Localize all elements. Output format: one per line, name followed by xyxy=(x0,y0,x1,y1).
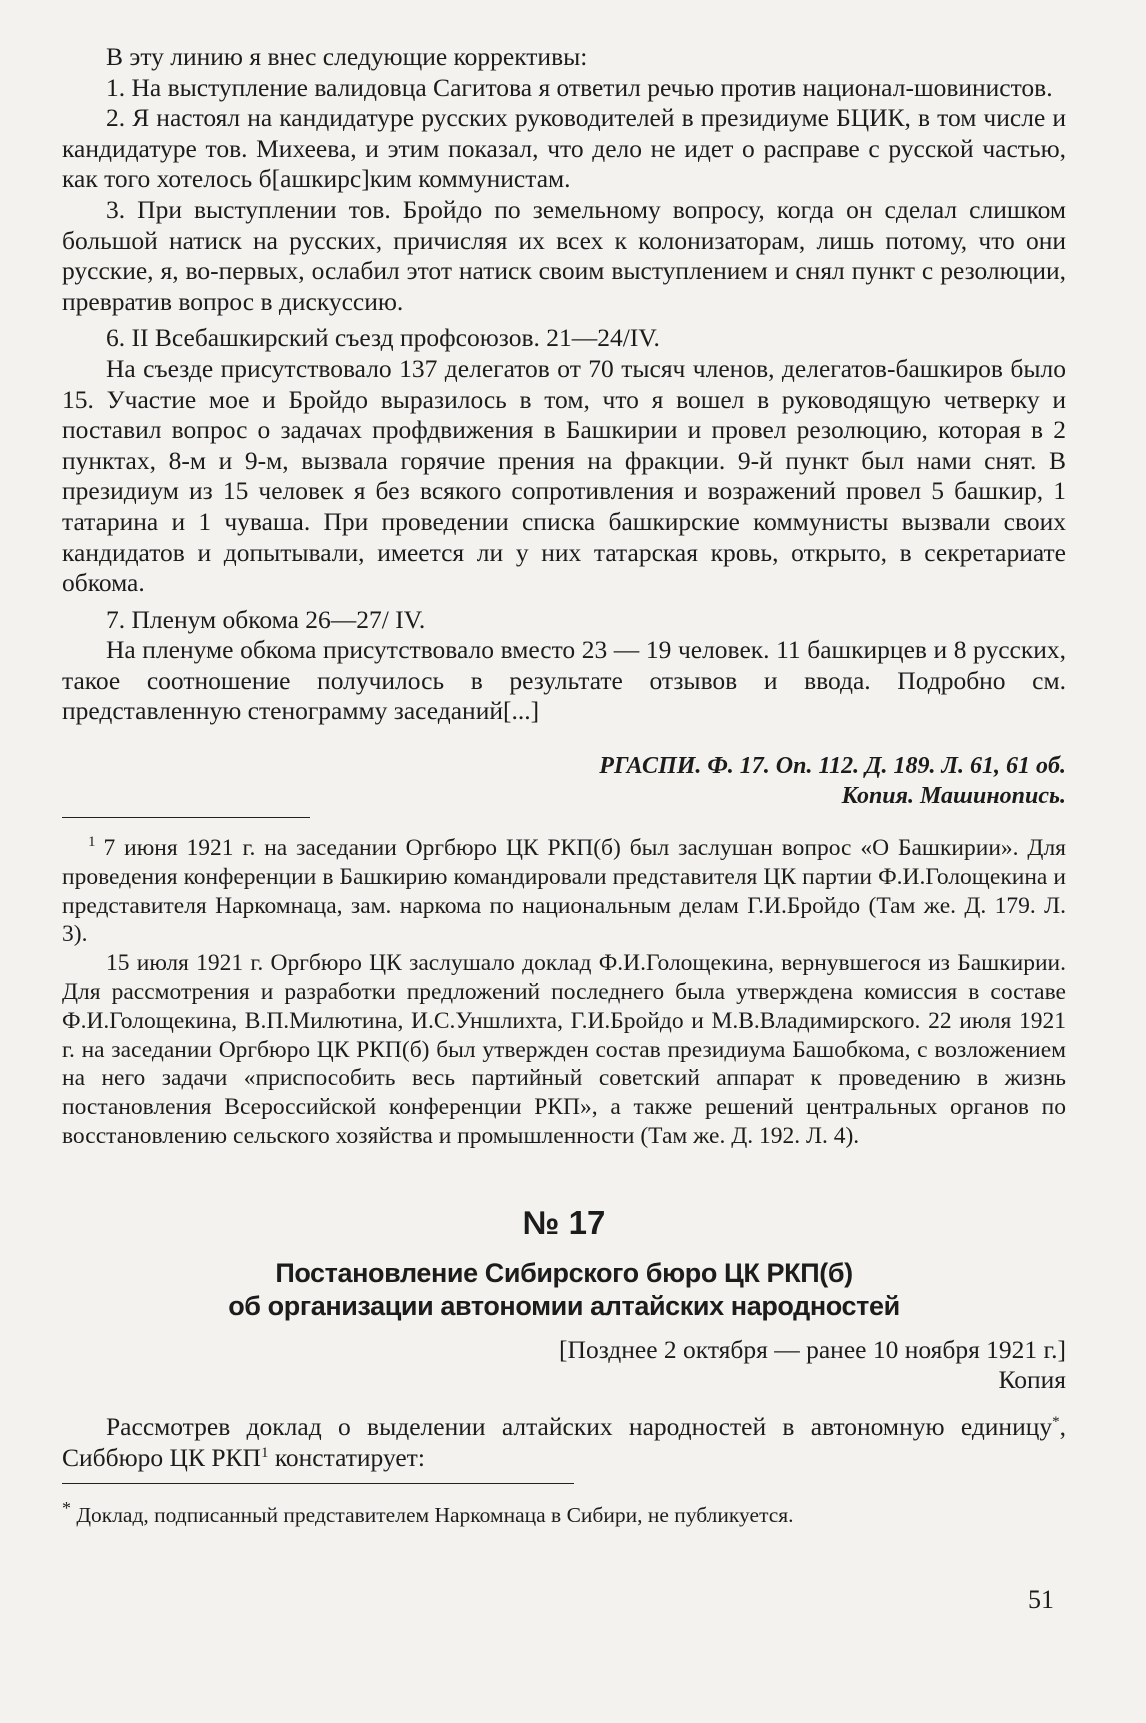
source-archive: РГАСПИ. Ф. 17. Оп. 112. Д. 189. Л. 61, 61 об. xyxy=(599,753,1066,780)
document-page xyxy=(62,42,1066,1529)
correction-2: 2. Я настоял на кандидатуре русских руководителей в президиуме БЦИК, в том числе и кандидатуре тов. Михеева, и этим показал, что дело не идет о расправе с русской частью, как того хотелось б[ашкирс]ким коммунистам. xyxy=(62,103,1066,194)
document-number: № 17 xyxy=(522,1203,606,1241)
footnote-star xyxy=(62,1494,1066,1529)
item7-body: На пленуме обкома присутствовало вместо 23 — 19 человек. 11 башкирцев и 8 русских, такое соотношение получилось в результате отзывов и ввода. Подробно см. представленную стенограмму заседаний[...] xyxy=(62,635,1066,726)
item6-body: На съезде присутствовало 137 делегатов от 70 тысяч членов, делегатов-башкиров было 15. Участие мое и Бройдо выразилось в том, что я вошел в руководящую четверку и поставил вопрос о задачах профдвижения в Башкирии и провел резолюцию, которая в 2 пунктах, 8-м и 9-м, вызвала горячие прения на фракции. 9-й пункт был нами снят. В президиум из 15 человек я без всякого сопротивления и возражений провел 5 башкир, 1 татарина и 1 чуваша. При проведении списка башкирские коммунисты вызвали своих кандидатов и допытывали, имеется ли у них татарская кровь, открыто, в секретариате обкома. xyxy=(62,353,1066,598)
document-date: [Позднее 2 октября — ранее 10 ноября 1921 г.] xyxy=(559,1334,1066,1364)
intro-line: В эту линию я внес следующие коррективы: xyxy=(106,42,588,71)
footnote-1-p2: 15 июля 1921 г. Оргбюро ЦК заслушало доклад Ф.И.Голощекина, вернувшегося из Башкирии. Для рассмотрения и разработки предложений последнего была утверждена комиссия в составе Ф.И.Голощекина, В.П.Милютина, И.С.Уншлихта, Г.И.Бройдо и М.В.Владимирского. 22 июля 1921 г. на заседании Оргбюро ЦК РКП(б) был утвержден состав президиума Башобкома, с возложением на него задачи «приспособить весь партийный советский аппарат к проведению в жизнь постановления Всероссийской конференции РКП», а также решений центральных органов по восстановлению сельского хозяйства и промышленности (Там же. Д. 192. Л. 4). xyxy=(62,950,1066,1150)
footnote-star-mark: * xyxy=(62,1498,71,1519)
correction-1: 1. На выступление валидовца Сагитова я ответил речью против национал-шовинистов. xyxy=(106,72,1053,102)
body-star-mark: * xyxy=(1052,1414,1060,1431)
document-title-line-2: об организации автономии алтайских народностей xyxy=(228,1290,900,1321)
item6-heading: 6. II Всебашкирский съезд профсоюзов. 21—24/IV. xyxy=(106,323,660,353)
body-text-c: констатирует: xyxy=(268,1442,425,1472)
footnote-rule xyxy=(62,817,310,818)
footnote-1-p1-text: 7 июня 1921 г. на заседании Оргбюро ЦК РКП(б) был заслушан вопрос «О Башкирии». Для проведения конференции в Башкирию командировали представителя ЦК партии Ф.И.Голощекина и представителя Наркомнаца, зам. наркома по национальным делам Г.И.Бройдо (Там же. Д. 179. Л. 3). xyxy=(62,835,1066,948)
footnote-1-p1 xyxy=(62,828,1066,949)
footnote-star-text: Доклад, подписанный представителем Наркомнаца в Сибири, не публикуется. xyxy=(76,1503,794,1528)
document-title-line-1: Постановление Сибирского бюро ЦК РКП(б) xyxy=(275,1257,853,1288)
body-text-a: Рассмотрев доклад о выделении алтайских народностей в автономную единицу xyxy=(106,1412,1053,1442)
footnote-rule-2 xyxy=(62,1483,574,1484)
item7-heading: 7. Пленум обкома 26—27/ IV. xyxy=(106,604,426,634)
document-copy-mark: Копия xyxy=(998,1365,1066,1395)
page-number: 51 xyxy=(1028,1585,1054,1614)
body-text-b: , Сиббюро ЦК РКП xyxy=(62,1412,1066,1472)
footnote-1-mark: 1 xyxy=(88,834,96,851)
correction-3: 3. При выступлении тов. Бройдо по земельному вопросу, когда он сделал слишком большой натиск на русских, причисляя их всех к колонизаторам, лишь потому, что они русские, я, во-первых, ослабил этот натиск своим выступлением и снял пункт с резолюции, превратив вопрос в дискуссию. xyxy=(62,194,1066,316)
document-body xyxy=(62,1412,1066,1473)
body-footnote-mark: 1 xyxy=(260,1444,269,1461)
source-type: Копия. Машинопись. xyxy=(841,783,1066,810)
